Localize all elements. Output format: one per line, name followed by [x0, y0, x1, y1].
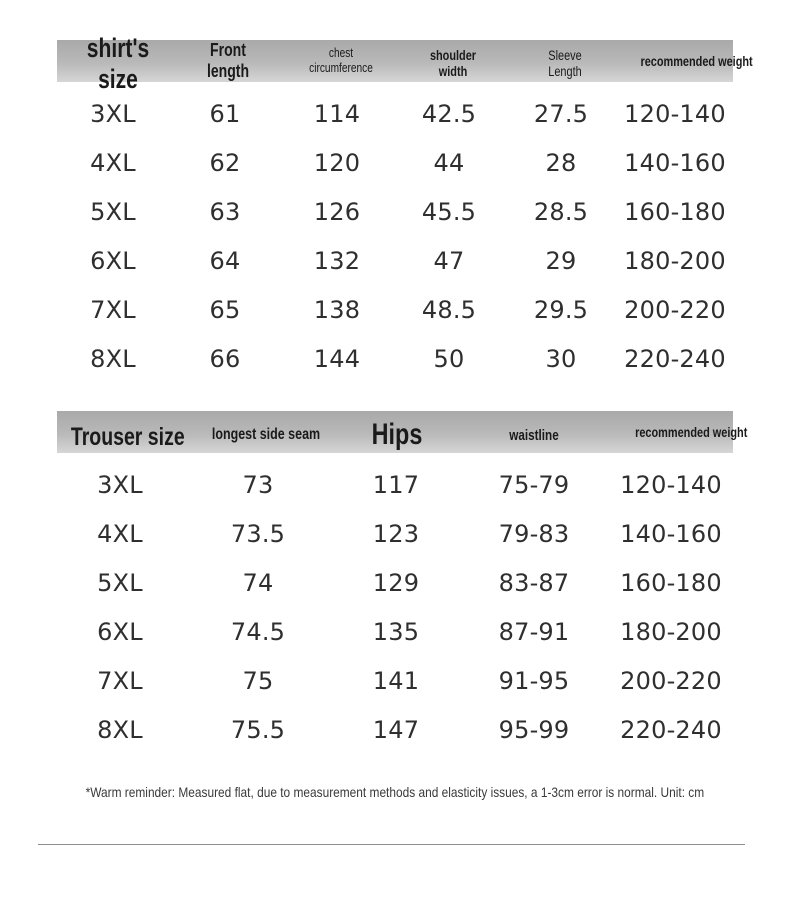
chest-cell: 114 [313, 99, 361, 128]
hips-cell: 129 [372, 568, 420, 597]
shirt-header-chest: chest circumference [309, 45, 373, 75]
waistline-cell: 79-83 [498, 519, 570, 548]
trouser-header-weight: recommended weight [635, 423, 748, 440]
side-seam-cell: 75 [242, 666, 274, 695]
sleeve-cell: 28 [545, 148, 577, 177]
weight-cell: 120-140 [624, 99, 726, 128]
shirt-header-size: shirt's size [86, 32, 150, 94]
size-cell: 3XL [97, 470, 143, 499]
shirt-header-front-length: Front length [206, 40, 250, 81]
size-cell: 6XL [97, 617, 143, 646]
shoulder-cell: 42.5 [421, 99, 477, 128]
table-row [57, 656, 733, 705]
size-cell: 4XL [97, 519, 143, 548]
measurement-note [0, 784, 790, 800]
size-cell: 6XL [90, 246, 136, 275]
trouser-header-waistline: waistline [509, 427, 559, 445]
chest-cell: 138 [313, 295, 361, 324]
measurement-note-text: *Warm reminder: Measured flat, due to measurement methods and elasticity issues, a 1-3cm error is normal. Unit: cm [85, 784, 705, 800]
shoulder-cell: 50 [433, 344, 465, 373]
shirt-header-sleeve: Sleeve Length [548, 46, 582, 79]
side-seam-cell: 73.5 [230, 519, 286, 548]
weight-cell: 220-240 [624, 344, 726, 373]
shirt-header-weight: recommended weight [640, 52, 753, 69]
sleeve-cell: 29.5 [533, 295, 589, 324]
waistline-cell: 95-99 [498, 715, 570, 744]
weight-cell: 220-240 [620, 715, 722, 744]
hips-cell: 123 [372, 519, 420, 548]
table-row [57, 509, 733, 558]
side-seam-cell: 73 [242, 470, 274, 499]
sleeve-cell: 28.5 [533, 197, 589, 226]
size-cell: 5XL [97, 568, 143, 597]
size-cell: 8XL [90, 344, 136, 373]
weight-cell: 200-220 [624, 295, 726, 324]
side-seam-cell: 74 [242, 568, 274, 597]
front-length-cell: 66 [209, 344, 241, 373]
weight-cell: 160-180 [620, 568, 722, 597]
weight-cell: 180-200 [620, 617, 722, 646]
chest-cell: 132 [313, 246, 361, 275]
divider [38, 844, 745, 845]
hips-cell: 135 [372, 617, 420, 646]
front-length-cell: 64 [209, 246, 241, 275]
weight-cell: 140-160 [620, 519, 722, 548]
size-cell: 7XL [97, 666, 143, 695]
chest-cell: 126 [313, 197, 361, 226]
weight-cell: 120-140 [620, 470, 722, 499]
shoulder-cell: 45.5 [421, 197, 477, 226]
front-length-cell: 62 [209, 148, 241, 177]
trouser-table-header [57, 411, 748, 453]
weight-cell: 160-180 [624, 197, 726, 226]
shirt-header-shoulder: shoulder width [429, 46, 477, 79]
chest-cell: 144 [313, 344, 361, 373]
shoulder-cell: 47 [433, 246, 465, 275]
table-row [57, 187, 733, 236]
front-length-cell: 61 [209, 99, 241, 128]
size-cell: 8XL [97, 715, 143, 744]
waistline-cell: 91-95 [498, 666, 570, 695]
weight-cell: 200-220 [620, 666, 722, 695]
table-row [57, 89, 733, 138]
size-cell: 3XL [90, 99, 136, 128]
table-row [57, 334, 733, 383]
waistline-cell: 75-79 [498, 470, 570, 499]
shoulder-cell: 44 [433, 148, 465, 177]
trouser-header-size: Trouser size [70, 422, 185, 451]
table-row [57, 285, 733, 334]
side-seam-cell: 74.5 [230, 617, 286, 646]
front-length-cell: 63 [209, 197, 241, 226]
shirt-size-table [57, 32, 753, 383]
weight-cell: 180-200 [624, 246, 726, 275]
table-row [57, 236, 733, 285]
table-row [57, 558, 733, 607]
waistline-cell: 83-87 [498, 568, 570, 597]
shoulder-cell: 48.5 [421, 295, 477, 324]
chest-cell: 120 [313, 148, 361, 177]
sleeve-cell: 29 [545, 246, 577, 275]
table-row [57, 607, 733, 656]
trouser-header-hips: Hips [371, 417, 423, 451]
sleeve-cell: 27.5 [533, 99, 589, 128]
size-cell: 4XL [90, 148, 136, 177]
table-row [57, 705, 733, 754]
front-length-cell: 65 [209, 295, 241, 324]
weight-cell: 140-160 [624, 148, 726, 177]
waistline-cell: 87-91 [498, 617, 570, 646]
hips-cell: 117 [372, 470, 420, 499]
hips-cell: 147 [372, 715, 420, 744]
trouser-size-table [57, 411, 748, 754]
shirt-table-header [57, 32, 753, 94]
hips-cell: 141 [372, 666, 420, 695]
trouser-header-side-seam: longest side seam [211, 425, 321, 443]
table-row [57, 460, 733, 509]
size-cell: 5XL [90, 197, 136, 226]
size-cell: 7XL [90, 295, 136, 324]
sleeve-cell: 30 [545, 344, 577, 373]
side-seam-cell: 75.5 [230, 715, 286, 744]
table-row [57, 138, 733, 187]
